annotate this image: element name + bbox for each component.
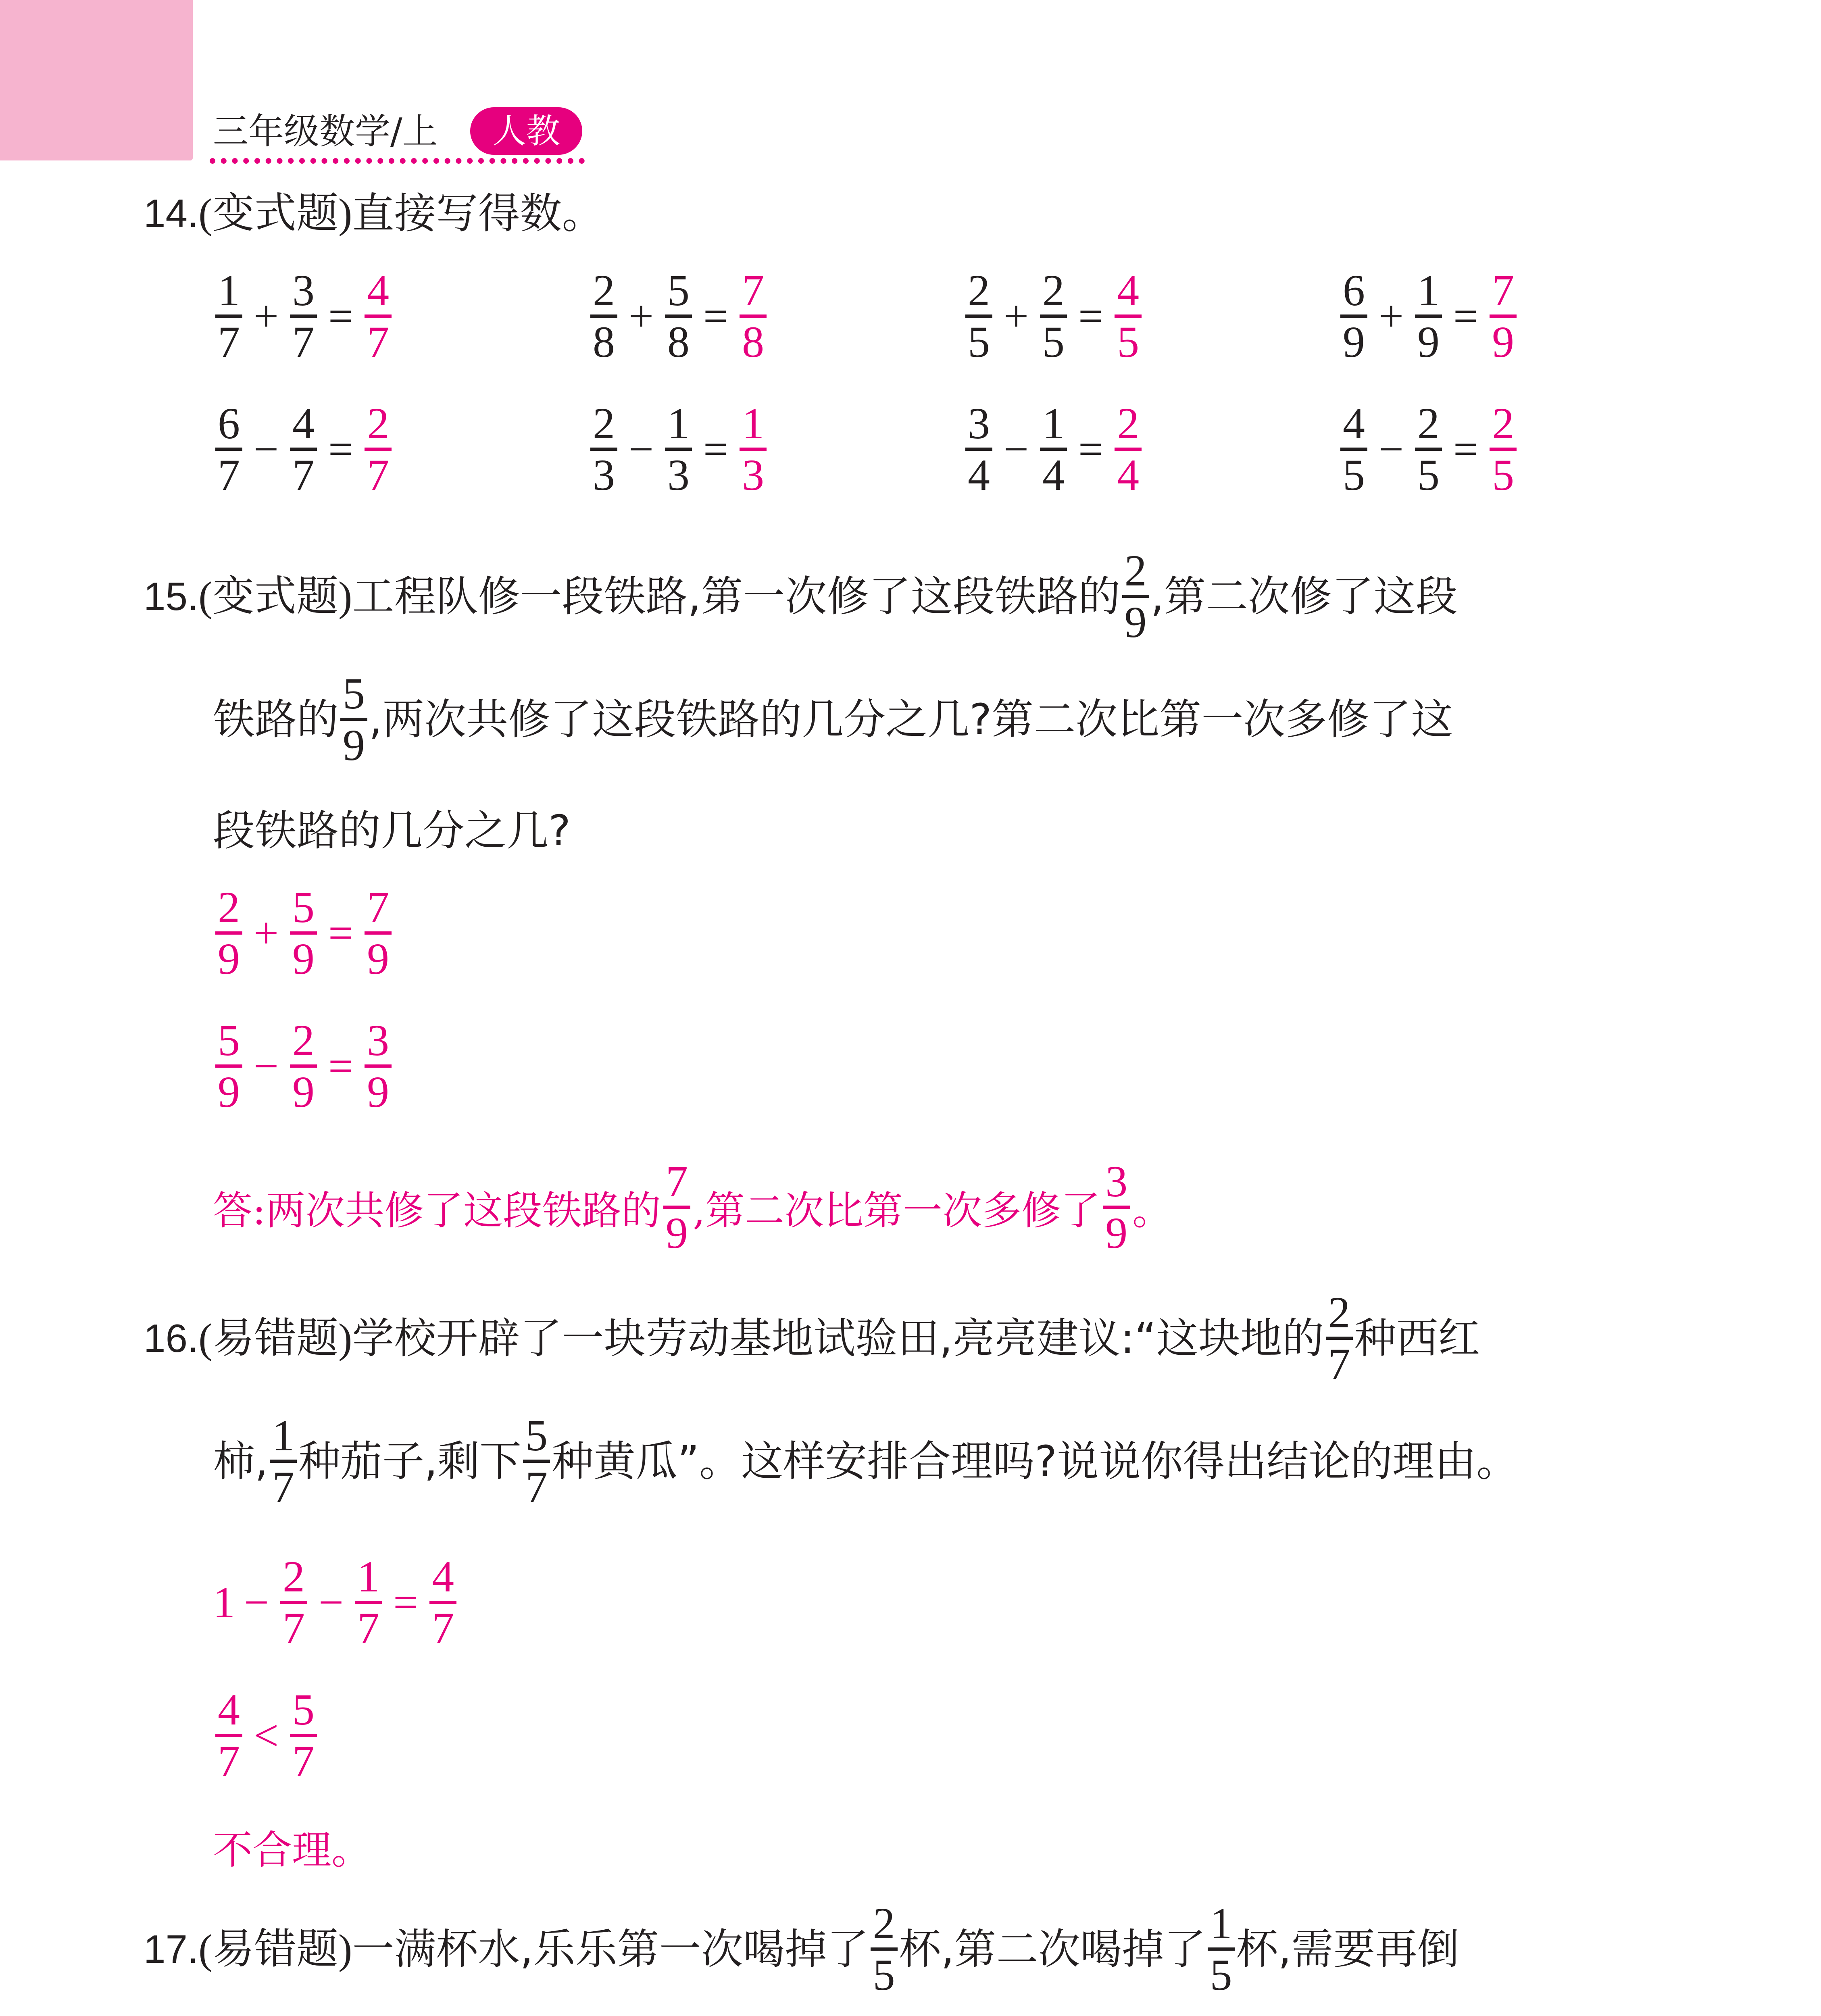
fraction: $\frac{2}{8}$	[590, 266, 617, 366]
book-title: 三年级数学/上	[213, 110, 438, 152]
q14-heading	[144, 185, 604, 242]
question-text: 种西红	[1354, 1314, 1480, 1363]
operator: =	[1453, 291, 1479, 341]
edition-badge: 人教	[470, 107, 582, 155]
fraction: $\frac{1}{7}$	[215, 266, 242, 366]
q15-line-3: 段铁路的几分之几?	[213, 806, 571, 855]
q14-equation	[963, 399, 1144, 499]
q16-line-2	[213, 1411, 1518, 1511]
fraction: $\frac{2}{5}$	[1415, 399, 1442, 499]
q16-answer: 不合理。	[213, 1827, 371, 1873]
question-text: 杯,需要再倒	[1236, 1924, 1459, 1974]
question-tag: (变式题)	[198, 571, 352, 621]
fraction: $\frac{2}{5}$	[965, 266, 992, 366]
answer-fraction: $\frac{1}{3}$	[740, 399, 767, 499]
operator: +	[1379, 291, 1404, 341]
fraction: $\frac{3}{4}$	[965, 399, 992, 499]
operator: =	[328, 424, 354, 474]
question-text: ,两次共修了这段铁路的几分之几?第二次比第一次多修了这	[369, 695, 1453, 744]
question-number: 15.	[144, 574, 199, 619]
fraction: $\frac{1}{4}$	[1040, 399, 1067, 499]
q16-line-1	[144, 1288, 1480, 1388]
fraction: $\frac{2}{9}$	[1122, 546, 1149, 646]
operator: =	[703, 424, 729, 474]
operator: −	[629, 424, 654, 474]
question-text: 铁路的	[213, 695, 339, 744]
fraction: $\frac{1}{7}$	[270, 1411, 297, 1511]
fraction: $\frac{5}{9}$	[340, 669, 367, 769]
operator: +	[1004, 291, 1029, 341]
operator: =	[1078, 291, 1104, 341]
question-text: 杯,第二次喝掉了	[899, 1924, 1206, 1974]
answer-fraction: $\frac{2}{7}$	[365, 399, 392, 499]
operator: +	[629, 291, 654, 341]
answer-fraction: $\frac{4}{7}$	[365, 266, 392, 366]
fraction: $\frac{4}{5}$	[1340, 399, 1367, 499]
q16-calc-1: 1 − $\frac{2}{7}$ − $\frac{1}{7}$ = $\frac{4}{7}$	[213, 1552, 459, 1652]
operator: =	[328, 291, 354, 341]
fraction: $\frac{1}{5}$	[1208, 1899, 1235, 1999]
question-number: 14.	[144, 191, 199, 235]
fraction: $\frac{2}{5}$	[871, 1899, 898, 1999]
fraction: $\frac{6}{9}$	[1340, 266, 1367, 366]
question-text: 学校开辟了一块劳动基地试验田,亮亮建议:“这块地的	[352, 1314, 1324, 1363]
q15-answer: 答:两次共修了这段铁路的 $\frac{7}{9}$ ,第二次比第一次多修了 $\frac{3}{9}$ 。	[213, 1157, 1172, 1258]
question-number: 16.	[144, 1316, 199, 1360]
question-tag: (易错题)	[198, 1924, 352, 1973]
answer-fraction: $\frac{7}{8}$	[740, 266, 767, 366]
q15-calc-1: $\frac{2}{9}$ + $\frac{5}{9}$ = $\frac{7}{9}$	[213, 883, 394, 983]
q15-calc-2: $\frac{5}{9}$ − $\frac{2}{9}$ = $\frac{3}{9}$	[213, 1016, 394, 1116]
q14-equation	[963, 266, 1144, 366]
q14-equation	[1338, 399, 1519, 499]
operator: =	[703, 291, 729, 341]
question-text: 工程队修一段铁路,第一次修了这段铁路的	[352, 572, 1121, 621]
q14-equation	[213, 266, 394, 366]
operator: −	[1379, 424, 1404, 474]
operator: −	[254, 424, 279, 474]
question-tag: (易错题)	[198, 1313, 352, 1362]
q15-line-2	[213, 669, 1453, 769]
answer-fraction: $\frac{2}{5}$	[1490, 399, 1517, 499]
operator: +	[254, 291, 279, 341]
fraction: $\frac{5}{8}$	[665, 266, 692, 366]
answer-fraction: $\frac{7}{9}$	[1490, 266, 1517, 366]
answer-fraction: $\frac{2}{4}$	[1115, 399, 1142, 499]
operator: =	[1078, 424, 1104, 474]
answer-fraction: $\frac{4}{5}$	[1115, 266, 1142, 366]
question-text: 柿,	[213, 1437, 269, 1486]
fraction: $\frac{2}{5}$	[1040, 266, 1067, 366]
operator: =	[1453, 424, 1479, 474]
question-text: 一满杯水,乐乐第一次喝掉了	[352, 1924, 869, 1974]
q14-equation	[1338, 266, 1519, 366]
q14-equation	[213, 399, 394, 499]
fraction: $\frac{2}{3}$	[590, 399, 617, 499]
header-divider	[210, 158, 585, 164]
q14-equation	[588, 399, 769, 499]
question-number: 17.	[144, 1927, 199, 1971]
question-text: ,第二次修了这段	[1150, 572, 1458, 621]
operator: −	[1004, 424, 1029, 474]
question-tag: (变式题)	[198, 188, 352, 237]
q15-line-1	[144, 546, 1458, 646]
q14-equation	[588, 266, 769, 366]
q16-calc-2: $\frac{4}{7}$ < $\frac{5}{7}$	[213, 1685, 319, 1785]
fraction: $\frac{2}{7}$	[1326, 1288, 1353, 1388]
question-text: 种黄瓜”。这样安排合理吗?说说你得出结论的理由。	[552, 1437, 1519, 1486]
question-text: 直接写得数。	[352, 189, 604, 238]
q17-line-1	[144, 1899, 1459, 1999]
question-text: 种茄子,剩下	[298, 1437, 522, 1486]
fraction: $\frac{3}{7}$	[290, 266, 317, 366]
corner-decoration	[0, 0, 193, 160]
fraction: $\frac{6}{7}$	[215, 399, 242, 499]
fraction: $\frac{5}{7}$	[523, 1411, 550, 1511]
fraction: $\frac{4}{7}$	[290, 399, 317, 499]
fraction: $\frac{1}{9}$	[1415, 266, 1442, 366]
fraction: $\frac{1}{3}$	[665, 399, 692, 499]
